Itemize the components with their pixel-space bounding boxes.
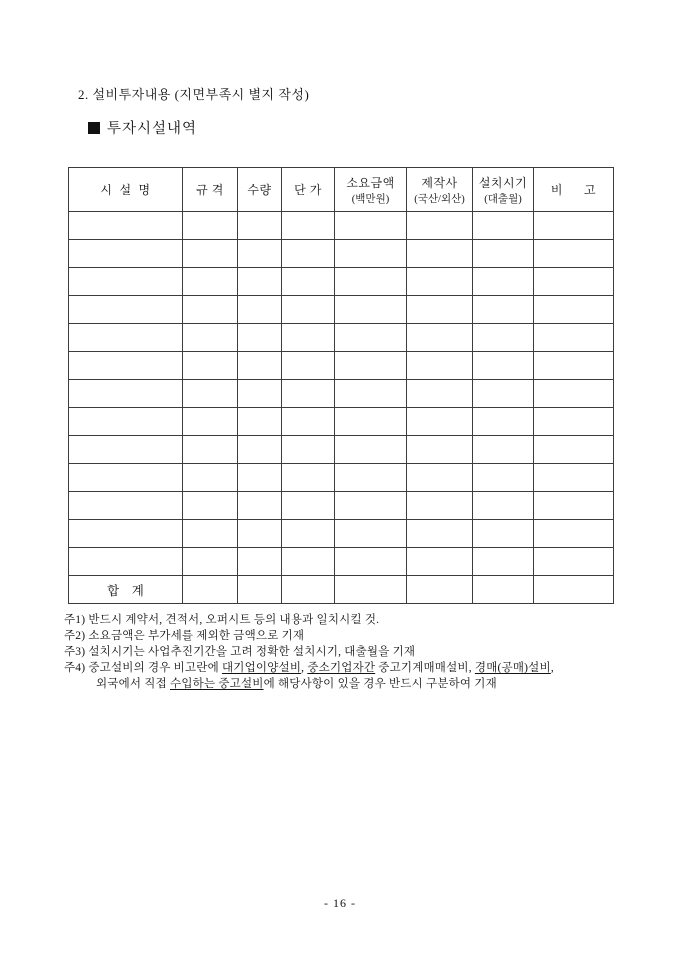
col-header-remarks [534, 168, 614, 212]
table-cell [238, 212, 282, 240]
col-header-label: 수량 [247, 183, 272, 197]
table-cell [69, 268, 183, 296]
table-cell [238, 408, 282, 436]
col-header-facility-name [69, 168, 183, 212]
table-cell [407, 464, 473, 492]
table-cell [183, 268, 238, 296]
table-cell [183, 464, 238, 492]
note-1: 주1) 반드시 계약서, 견적서, 오퍼시트 등의 내용과 일치시킬 것. [64, 614, 380, 626]
table-cell [69, 380, 183, 408]
table-cell [183, 548, 238, 576]
section-heading-label: 투자시설내역 [107, 121, 198, 137]
col-header-sublabel: (국산/외산) [414, 193, 465, 205]
table-cell [238, 548, 282, 576]
table-cell [335, 408, 407, 436]
table-cell [238, 380, 282, 408]
note-text-underlined: 중소기업자간 [307, 662, 376, 674]
col-header-label: 시 설 명 [100, 183, 151, 197]
table-row [69, 324, 614, 352]
table-cell [335, 380, 407, 408]
table-cell [407, 240, 473, 268]
table-cell [282, 436, 335, 464]
note-text: 에 해당사항이 있을 경우 반드시 구분하여 기재 [263, 678, 497, 690]
table-cell [183, 212, 238, 240]
table-cell [183, 240, 238, 268]
table-cell [534, 240, 614, 268]
col-header-label: 비 고 [550, 183, 597, 197]
table-cell [407, 296, 473, 324]
table-row [69, 492, 614, 520]
table-cell [534, 296, 614, 324]
col-header-specification [183, 168, 238, 212]
table-cell [69, 464, 183, 492]
col-header-label: 제작사 [421, 175, 458, 190]
table-cell [407, 492, 473, 520]
table-cell [282, 408, 335, 436]
table-cell [473, 464, 534, 492]
table-cell [183, 520, 238, 548]
table-cell [282, 296, 335, 324]
table-cell [183, 436, 238, 464]
footnotes [64, 612, 624, 692]
table-cell [282, 324, 335, 352]
note-2: 주2) 소요금액은 부가세를 제외한 금액으로 기재 [64, 630, 305, 642]
table-row [69, 436, 614, 464]
table-cell [282, 352, 335, 380]
table-cell [534, 380, 614, 408]
note-text: , [550, 662, 554, 674]
table-cell [534, 492, 614, 520]
total-empty-cell [534, 576, 614, 604]
table-cell [473, 324, 534, 352]
note-text-underlined: 대기업이양설비 [222, 662, 302, 674]
note-text: , [301, 662, 308, 674]
table-cell [407, 324, 473, 352]
table-row [69, 268, 614, 296]
col-header-unit-price [282, 168, 335, 212]
note-text-underlined: 수입하는 중고설비 [170, 678, 264, 690]
table-cell [473, 492, 534, 520]
table-cell [69, 212, 183, 240]
investment-facilities-table [68, 167, 614, 604]
table-cell [183, 492, 238, 520]
table-cell [69, 352, 183, 380]
table-cell [238, 492, 282, 520]
page-title: 2. 설비투자내용 (지면부족시 별지 작성) [78, 87, 310, 102]
table-cell [282, 212, 335, 240]
table-cell [473, 436, 534, 464]
table-cell [473, 548, 534, 576]
table-cell [407, 268, 473, 296]
table-cell [335, 464, 407, 492]
col-header-label: 단 가 [294, 183, 322, 197]
table-cell [407, 408, 473, 436]
table-cell [282, 520, 335, 548]
table-cell [335, 212, 407, 240]
table-row [69, 408, 614, 436]
total-empty-cell [183, 576, 238, 604]
table-cell [473, 240, 534, 268]
table-body [69, 212, 614, 576]
black-square-icon [88, 122, 100, 134]
table-cell [335, 324, 407, 352]
table-cell [335, 548, 407, 576]
page-number: - 16 - [324, 896, 356, 910]
table-cell [534, 436, 614, 464]
table-cell [473, 212, 534, 240]
table-cell [534, 268, 614, 296]
table-cell [238, 464, 282, 492]
table-cell [534, 352, 614, 380]
note-text: 주4) 중고설비의 경우 비고란에 [64, 662, 222, 674]
table-cell [407, 520, 473, 548]
note-text: 외국에서 직접 [96, 678, 171, 690]
table-cell [335, 520, 407, 548]
table-cell [335, 296, 407, 324]
table-header-row [69, 168, 614, 212]
col-header-label: 설치시기 [478, 175, 528, 190]
table-cell [534, 408, 614, 436]
table-cell [335, 240, 407, 268]
table-cell [238, 324, 282, 352]
table-cell [183, 380, 238, 408]
table-cell [183, 296, 238, 324]
table-cell [473, 408, 534, 436]
total-empty-cell [407, 576, 473, 604]
table-cell [238, 352, 282, 380]
section-heading [88, 117, 197, 138]
table-cell [238, 296, 282, 324]
table-cell [69, 324, 183, 352]
table-cell [534, 212, 614, 240]
col-header-sublabel: (백만원) [351, 193, 390, 205]
table-cell [69, 408, 183, 436]
table-footer [69, 576, 614, 604]
col-header-sublabel: (대출월) [484, 193, 522, 205]
table-row [69, 464, 614, 492]
table-cell [69, 436, 183, 464]
table-cell [534, 324, 614, 352]
table-cell [238, 240, 282, 268]
table-cell [183, 324, 238, 352]
table-row [69, 380, 614, 408]
table-cell [282, 380, 335, 408]
table-cell [183, 352, 238, 380]
table-row [69, 520, 614, 548]
table-cell [69, 296, 183, 324]
col-header-manufacturer [407, 168, 473, 212]
table-row [69, 240, 614, 268]
table-cell [534, 520, 614, 548]
table-cell [282, 268, 335, 296]
table-cell [407, 436, 473, 464]
col-header-installation-time [473, 168, 534, 212]
total-label-cell: 합 계 [69, 576, 183, 604]
table-cell [335, 268, 407, 296]
col-header-label: 규 격 [196, 183, 224, 197]
table-cell [183, 408, 238, 436]
table-cell [238, 520, 282, 548]
table-cell [69, 492, 183, 520]
total-empty-cell [282, 576, 335, 604]
table-cell [69, 240, 183, 268]
col-header-required-amount [335, 168, 407, 212]
table-cell [407, 380, 473, 408]
table-cell [407, 548, 473, 576]
table-cell [473, 520, 534, 548]
note-4-line-1 [64, 660, 624, 676]
table-row [69, 352, 614, 380]
table-cell [407, 212, 473, 240]
table-cell [282, 548, 335, 576]
total-row [69, 576, 614, 604]
table-cell [335, 352, 407, 380]
total-empty-cell [335, 576, 407, 604]
table-row [69, 212, 614, 240]
table-cell [282, 464, 335, 492]
note-4-line-2 [64, 676, 624, 692]
table-cell [473, 296, 534, 324]
table-cell [473, 268, 534, 296]
total-empty-cell [238, 576, 282, 604]
col-header-quantity [238, 168, 282, 212]
total-empty-cell [473, 576, 534, 604]
col-header-label: 소요금액 [346, 175, 395, 190]
table-cell [335, 492, 407, 520]
table-cell [473, 380, 534, 408]
table-cell [534, 464, 614, 492]
table-cell [534, 548, 614, 576]
table-cell [282, 240, 335, 268]
table-cell [407, 352, 473, 380]
table-cell [238, 436, 282, 464]
table-cell [69, 520, 183, 548]
table-cell [69, 548, 183, 576]
table-cell [282, 492, 335, 520]
table-row [69, 296, 614, 324]
table-cell [335, 436, 407, 464]
note-text: 중고기계매매설비, [375, 662, 475, 674]
table-cell [238, 268, 282, 296]
table-row [69, 548, 614, 576]
note-text-underlined: 경매(공매)설비 [474, 662, 551, 674]
table-cell [473, 352, 534, 380]
note-3: 주3) 설치시기는 사업추진기간을 고려 정확한 설치시기, 대출월을 기재 [64, 646, 416, 658]
